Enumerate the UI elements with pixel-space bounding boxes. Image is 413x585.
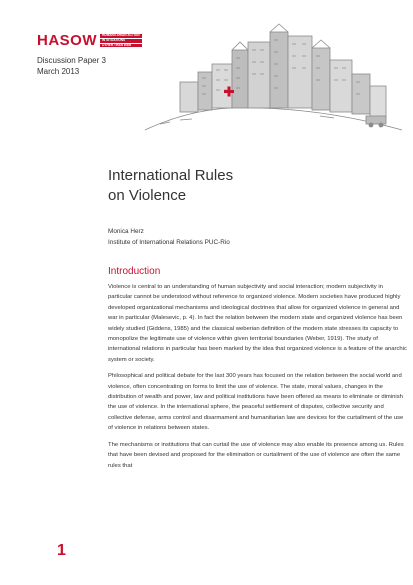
logo-wordmark: HASOW	[37, 32, 97, 49]
logo-tagline	[100, 34, 142, 47]
title-line: on Violence	[108, 187, 187, 204]
paper-info	[37, 56, 106, 77]
author-affiliation: Institute of International Relations PUC-Rio	[108, 239, 230, 246]
logo-tagline-line: OTHER THAN WAR	[100, 44, 142, 48]
city-sketch-illustration	[140, 12, 410, 137]
paper-series: Discussion Paper 3	[37, 56, 106, 65]
title-line: International Rules	[108, 167, 234, 184]
paragraph: The mechanisms or institutions that can curtail the use of violence may also enable its presence among us. Rules that have been devised and proposed for the elimination or curtailment of the use of violence are often the same rules that	[108, 441, 404, 469]
document-title	[108, 166, 233, 206]
hasow-logo	[37, 33, 142, 48]
author-name: Monica Herz	[108, 228, 144, 235]
paragraph: Philosophical and political debate for the last 300 years has focused on the relation between the social world and violence, often concentrating on forms to limit the use of violence. The state, moral values, changes in the distribution of wealth and power, law and political institutions have been offered as means to eliminate or diminish the use of violence. In the international sphere, the peaceful settlement of disputes, collective security and collective defense, arms control and disarmament and humanitarian law are devices for the curtailment of the use of violence in relations between states.	[108, 373, 404, 432]
logo-tagline-line: HUMANITARIAN ACTION	[102, 33, 140, 37]
logo-tagline-line: IN SITUATIONS	[100, 39, 142, 43]
page-number: 1	[57, 542, 66, 559]
paragraph: Violence is central to an understanding of human subjectivity and social interaction; modern subjectivity in particular cannot be understood without reference to organized violence. Modern societies have produced highly developed organizational mechanisms and ideological doctrines that allow for organized violence in general and war in particular (Malesevic, p. 4). In fact the relation between the modern state and organized violence has been widely studied (Giddens, 1985) and the classical weberian definition of the modern state stresses its capacity to monopolize the legitimate use of violence within given territorial boundaries (Weber, 1919). The study of international relations in particular has been marked by the idea that organized violence is a feature of the anarchic system or society.	[108, 284, 407, 363]
paper-date: March 2013	[37, 66, 80, 76]
section-heading: Introduction	[108, 266, 161, 277]
body-text	[108, 282, 408, 477]
author-block	[108, 226, 230, 248]
